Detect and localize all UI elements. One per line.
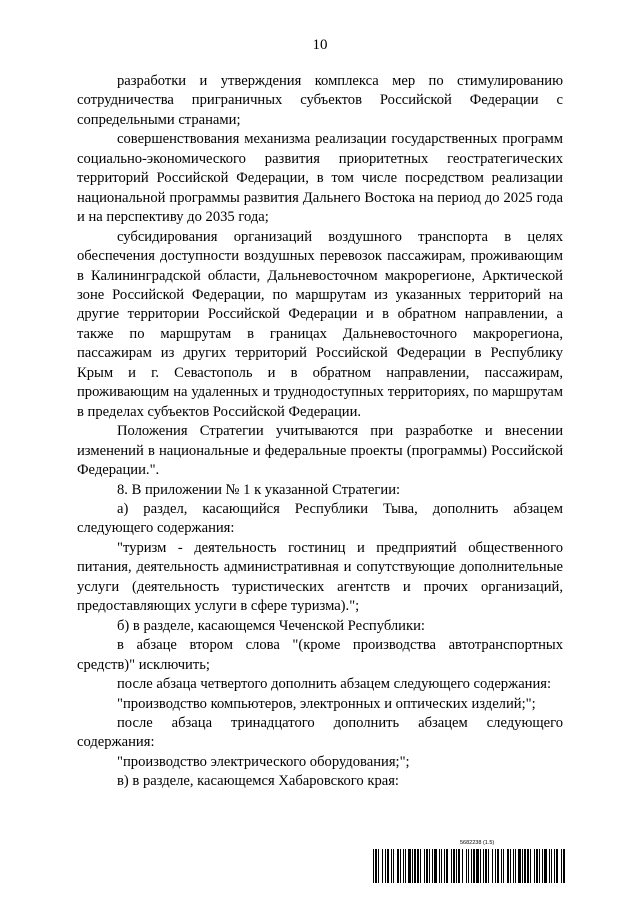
document-footer xyxy=(373,840,565,884)
barcode-caption: 5682238 (1.5) xyxy=(460,840,495,846)
paragraph-second-abzac-change: в абзаце втором слова "(кроме производства автотранспортных средств)" исключить; xyxy=(77,637,563,673)
document-body xyxy=(77,72,563,792)
page-number: 10 xyxy=(312,37,328,53)
paragraph-khabarovsk-section: в) в разделе, касающемся Хабаровского края: xyxy=(117,773,399,790)
paragraph-after-thirteenth-abzac: после абзаца тринадцатого дополнить абзацем следующего содержания: xyxy=(77,714,563,751)
paragraph-tourism-definition: "туризм - деятельность гостиниц и предприятий общественного питания, деятельность административная и сопутствующие дополнительные услуги (деятельность туристических агентств и прочих организаций, предоставляющих услуги в сфере туризма)."; xyxy=(77,539,563,615)
paragraph-state-programs: совершенствования механизма реализации государственных программ социально-экономического развития приоритетных геостратегических территорий Российской Федерации, в том числе посредством реализации национальной программы развития Дальнего Востока на период до 2025 года и на перспективу до 2035 года; xyxy=(77,131,563,226)
paragraph-item-8: 8. В приложении № 1 к указанной Стратегии: xyxy=(117,481,401,498)
paragraph-strategy-provisions: Положения Стратегии учитываются при разработке и внесении изменений в национальные и федеральные проекты (программы) Российской Федерации.". xyxy=(77,423,563,479)
barcode-image xyxy=(373,849,565,883)
paragraph-after-fourth-abzac: после абзаца четвертого дополнить абзацем следующего содержания: xyxy=(117,676,552,693)
paragraph-tyva-section: а) раздел, касающийся Республики Тыва, дополнить абзацем следующего содержания: xyxy=(77,500,563,537)
paragraph-air-transport-subsidies: субсидирования организаций воздушного транспорта в целях обеспечения доступности воздушных перевозок пассажирам, проживающим в Калининградской области, Дальневосточном макрорегионе, Арктической зоне Российской Федерации, по маршрутам из указанных территорий на другие территории Российской Федерации и в обратном направлении, а также по маршрутам в границах Дальневосточного макрорегиона, пассажирам из других территорий Российской Федерации в Республику Крым и г. Севастополь и в обратном направлении, пассажирам, проживающим на удаленных и труднодоступных территориях, по маршрутам в пределах субъектов Российской Федерации. xyxy=(77,228,563,420)
paragraph-cooperation-measures: разработки и утверждения комплекса мер по стимулированию сотрудничества приграничных субъектов Российской Федерации с сопредельными странами; xyxy=(77,73,563,128)
paragraph-chechen-section: б) в разделе, касающемся Чеченской Республики: xyxy=(117,617,425,634)
paragraph-electrical-equipment: "производство электрического оборудования;"; xyxy=(117,753,410,770)
paragraph-computers-production: "производство компьютеров, электронных и оптических изделий;"; xyxy=(117,695,536,712)
